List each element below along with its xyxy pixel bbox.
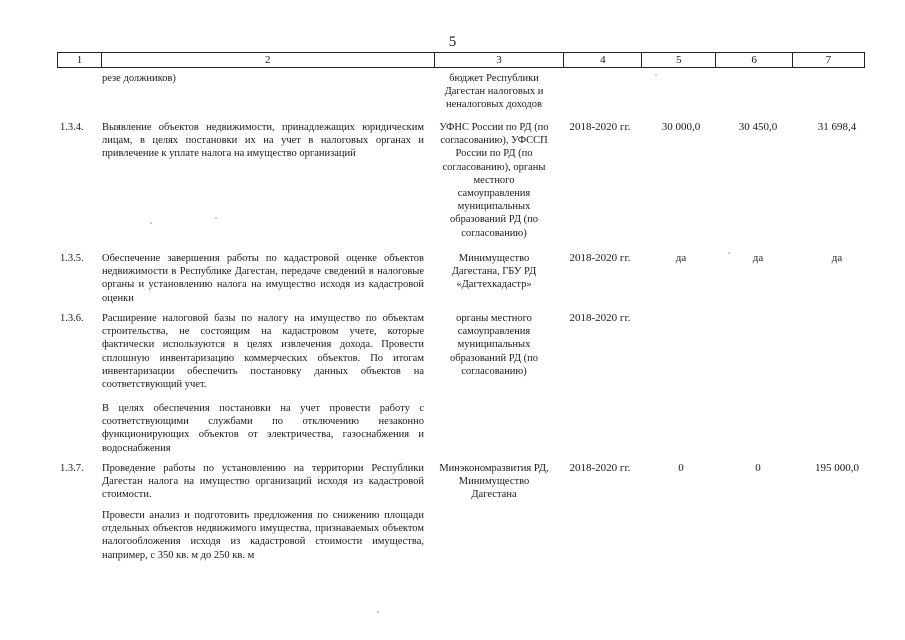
row-value-col6: 30 450,0 — [738, 121, 778, 133]
row-executor: органы местного самоуправления муниципальных образований РД (по согласованию) — [449, 313, 538, 377]
row-number: 1.3.4. — [60, 122, 84, 133]
row-description-extra: В целях обеспечения постановки на учет провести работу с соответствующими службами по отключению незаконно функционирующих объектов от электричества, газоснабжения и водоснабжения — [102, 403, 424, 454]
header-col-2: 2 — [102, 53, 435, 67]
header-col-5: 5 — [642, 53, 716, 67]
row-number: 1.3.7. — [60, 463, 84, 474]
header-col-6: 6 — [716, 53, 793, 67]
row-description: Расширение налоговой базы по налогу на имущество по объектам строительства, не состоящим на кадастровом учете, которые фактически используются в целях извлечения дохода. Провести сплошную инвентаризацию коммерческих объектов. По итогам инвентаризации обеспечить постановку данных объектов на соответствующий учет. — [102, 313, 424, 391]
row-value-col5: да — [675, 252, 687, 264]
row-number: 1.3.6. — [60, 313, 84, 324]
row-period: 2018-2020 гг. — [569, 312, 631, 324]
page-number: 5 — [448, 34, 457, 50]
row-value-col6: да — [752, 252, 764, 264]
header-col-1: 1 — [58, 53, 102, 67]
row-value-col5: 30 000,0 — [661, 121, 701, 133]
row-value-col7: 195 000,0 — [815, 462, 859, 474]
row-period: 2018-2020 гг. — [569, 252, 631, 264]
row-value-col6: 0 — [755, 462, 761, 474]
row-number: 1.3.5. — [60, 253, 84, 264]
row-description: Проведение работы по установлению на территории Республики Дагестан налога на имущество организаций исходя из кадастровой стоимости. — [102, 463, 424, 501]
row-period: 2018-2020 гг. — [569, 121, 631, 133]
row-executor: УФНС России по РД (по согласованию), УФССП России по РД (по согласованию), органы местного самоуправления муниципальных образований РД (по согласованию) — [439, 122, 549, 239]
header-col-4: 4 — [564, 53, 642, 67]
scan-speck — [150, 222, 152, 224]
scan-speck — [728, 252, 730, 254]
row-description: Выявление объектов недвижимости, принадлежащих юридическим лицам, в целях постановки их на учет в налоговых органах и привлечение к уплате налога на имущество организаций — [102, 122, 424, 160]
scan-speck — [377, 611, 379, 613]
row-description: резе должников) — [102, 73, 176, 84]
scan-speck — [215, 217, 217, 219]
row-value-col7: да — [831, 252, 843, 264]
row-value-col5: 0 — [678, 462, 684, 474]
row-value-col7: 31 698,4 — [817, 121, 857, 133]
header-col-3: 3 — [435, 53, 565, 67]
row-executor: Минимущество Дагестана, ГБУ РД «Дагтехкадастр» — [451, 253, 537, 291]
row-description-extra: Провести анализ и подготовить предложения по снижению площади отдельных объектов недвижимого имущества, признаваемых объектом налогообложения исходя из кадастровой стоимости имущества, например, с 350 кв. м до 250 кв. м — [102, 510, 424, 561]
row-executor: бюджет Республики Дагестан налоговых и неналоговых доходов — [444, 73, 544, 111]
table-header — [57, 52, 865, 68]
header-col-7: 7 — [793, 53, 865, 67]
row-period: 2018-2020 гг. — [569, 462, 631, 474]
row-description: Обеспечение завершения работы по кадастровой оценке объектов недвижимости в Республике Дагестан, передаче сведений в налоговые органы и установлению налога на имущество исходя из кадастровой оценки — [102, 253, 424, 304]
scan-speck — [655, 74, 657, 76]
row-executor: Минэкономразвития РД, Минимущество Дагестана — [439, 463, 549, 501]
